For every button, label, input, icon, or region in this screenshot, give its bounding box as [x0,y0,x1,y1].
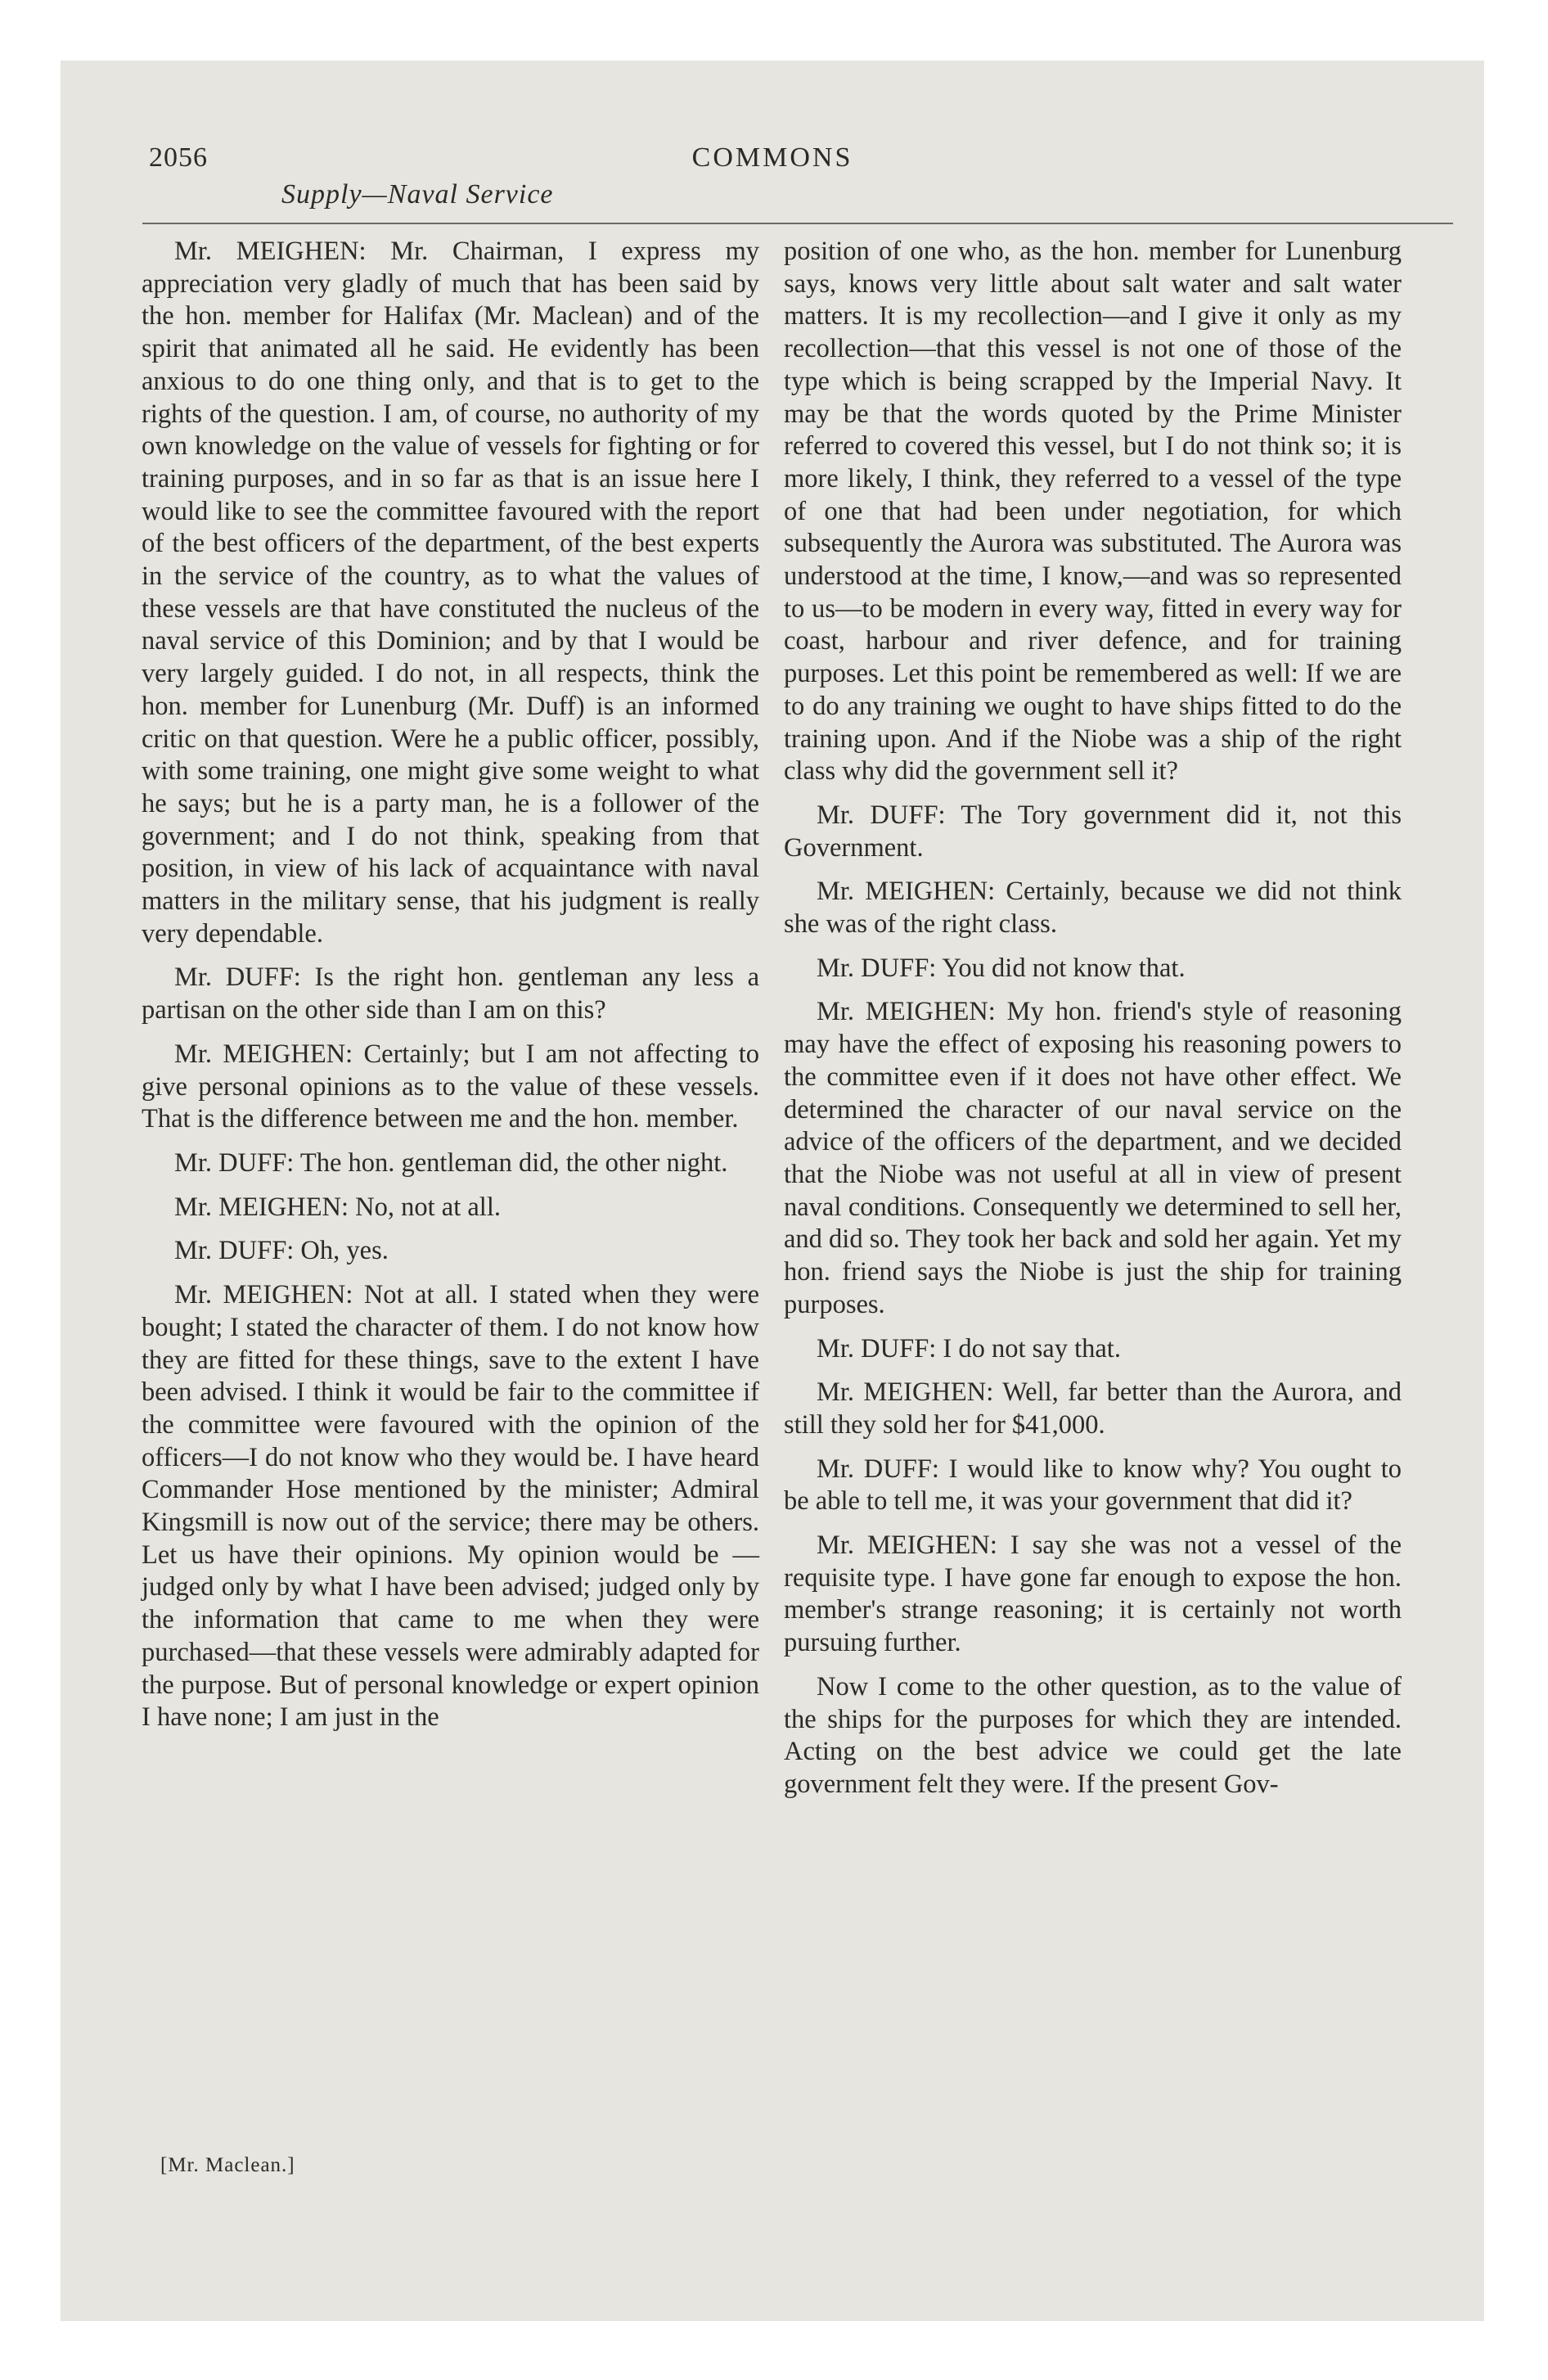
left-column [142,236,759,1746]
paragraph: Mr. DUFF: You did not know that. [817,953,1186,983]
paragraph: Mr. MEIGHEN: Mr. Chairman, I express my appreciation very gladly of much that has been said by the hon. member for Halifax (Mr. Maclean) and of the spirit that animated all he said. He evidently has been anxious to do one thing only, and that is to get to the rights of the question. I am, of course, no authority of my own knowledge on the value of vessels for fighting or for training purposes, and in so far as that is an issue here I would like to see the committee favoured with the report of the best officers of the department, of the best experts in the service of the country, as to what the values of these vessels are that have constituted the nucleus of the naval service of this Dominion; and by that I would be very largely guided. I do not, in all respects, think the hon. member for Lunenburg (Mr. Duff) is an informed critic on that question. Were he a public officer, possibly, with some training, one might give some weight to what he says; but he is a party man, he is a follower of the government; and I do not think, speaking from that position, in view of his lack of acquaintance with naval matters in the military sense, that his judgment is really very dependable. [142,237,759,949]
paragraph: Mr. DUFF: Oh, yes. [174,1236,389,1266]
right-column [784,236,1402,1813]
paragraph: Mr. MEIGHEN: Not at all. I stated when they were bought; I stated the character of them. I do not know how they are fitted for these things, save to the extent I have been advised. I think it would be fair to the committee if the committee were favoured with the opinion of the officers—I do not know who they would be. I have heard Commander Hose mentioned by the minister; Admiral Kingsmill is now out of the service; there may be others. Let us have their opinions. My opinion would be —judged only by what I have been advised; judged only by the information that came to me when they were purchased—that these vessels were admirably adapted for the purpose. But of personal knowledge or expert opinion I have none; I am just in the [142,1280,759,1733]
paragraph: Mr. MEIGHEN: Certainly, because we did not think she was of the right class. [784,877,1402,940]
paragraph: Mr. DUFF: I do not say that. [817,1333,1121,1364]
paragraph: Mr. MEIGHEN: No, not at all. [174,1192,501,1222]
paragraph: Mr. MEIGHEN: Certainly; but I am not affecting to give personal opinions as to the value of these vessels. That is the difference between me and the hon. member. [142,1039,759,1134]
paragraph: Mr. DUFF: The Tory government did it, not this Government. [784,800,1402,863]
running-head: Supply—Naval Service [281,179,554,210]
continued-paragraph: position of one who, as the hon. member for Lunenburg says, knows very little about salt water and salt water matters. It is my recollection—and I give it only as my recollection—that this vessel is not one of those of the type which is being scrapped by the Imperial Navy. It may be that the words quoted by the Prime Minister referred to covered this vessel, but I do not think so; it is more likely, I think, they referred to a vessel of the type of one that had been under negotiation, for which subsequently the Aurora was substituted. The Aurora was understood at the time, I know,—and was so represented to us—to be modern in every way, fitted in every way for coast, harbour and river defence, and for training purposes. Let this point be remembered as well: If we are to do any training we ought to have ships fitted to do the training upon. And if the Niobe was a ship of the right class why did the government sell it? [784,237,1402,787]
page-number: 2056 [149,142,208,173]
paragraph: Mr. DUFF: Is the right hon. gentleman any less a partisan on the other side than I am on this? [142,962,759,1025]
paragraph: Mr. DUFF: The hon. gentleman did, the other night. [174,1147,728,1178]
footnote: [Mr. Maclean.] [160,2154,295,2176]
header-rule [142,223,1453,224]
paragraph: Mr. DUFF: I would like to know why? You ought to be able to tell me, it was your government that did it? [784,1454,1402,1517]
paragraph: Mr. MEIGHEN: Well, far better than the Aurora, and still they sold her for $41,000. [784,1377,1402,1440]
page-header-title: COMMONS [691,142,853,173]
paragraph: Mr. MEIGHEN: My hon. friend's style of reasoning may have the effect of exposing his reasoning powers to the committee even if it does not have other effect. We determined the character of our naval service on the advice of the officers of the department, and we decided that the Niobe was not useful at all in view of present naval conditions. Consequently we determined to sell her, and did so. They took her back and sold her again. Yet my hon. friend says the Niobe is just the ship for training purposes. [784,997,1402,1319]
document-page [61,61,1484,2321]
paragraph: Now I come to the other question, as to the value of the ships for the purposes for which they are intended. Acting on the best advice we could get the late government felt they were. If the present Gov- [784,1671,1402,1799]
paragraph: Mr. MEIGHEN: I say she was not a vessel of the requisite type. I have gone far enough to expose the hon. member's strange reasoning; it is certainly not worth pursuing further. [784,1530,1402,1658]
